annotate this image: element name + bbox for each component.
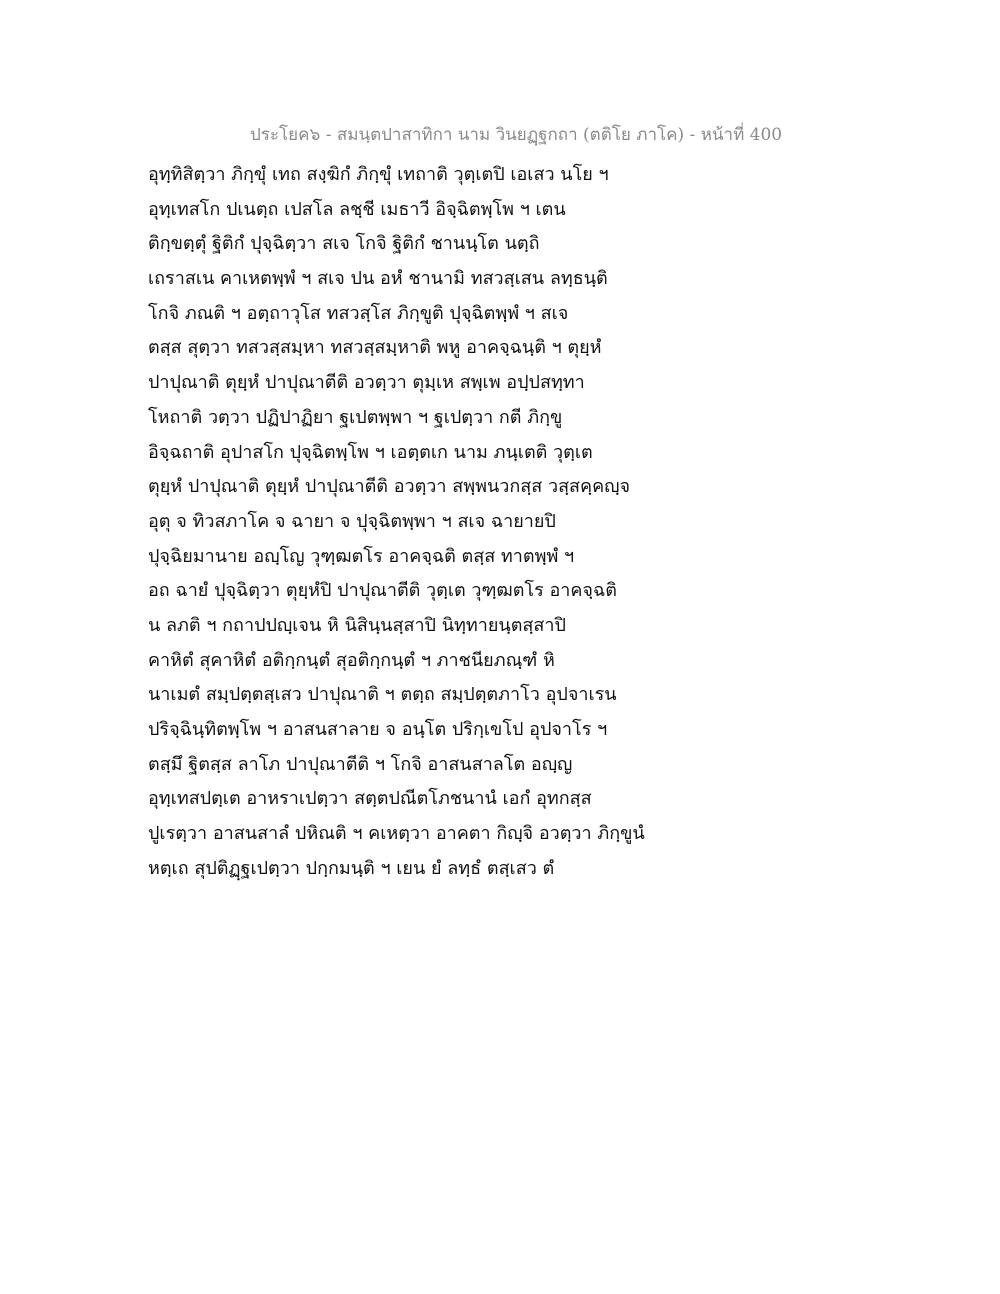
text-line: อิจฺฉถาติ อุปาสโก ปุจฺฉิตพฺโพ ฯ เอตฺตเก นาม ภนฺเตติ วุตฺเต xyxy=(148,441,593,463)
text-line: อุทฺเทสปตฺเต อาหราเปตฺวา สตฺตปณีตโภชนานํ เอกํ อุทกสฺส xyxy=(148,788,592,810)
page-header: ประโยค๖ - สมนฺตปาสาทิกา นาม วินยฏฺฐกถา (ตติโย ภาโค) - หน้าที่ 400 xyxy=(250,125,783,145)
text-line: อุทฺทิสิตฺวา ภิกฺขุํ เทถ สงฺฆิกํ ภิกฺขุํ เทถาติ วุตฺเตปิ เอเสว นโย ฯ xyxy=(148,164,609,185)
text-line: ตสฺส สุตฺวา ทสวสฺสมฺหา ทสวสฺสมฺหาติ พหู อาคจฺฉนฺติ ฯ ตุยฺหํ xyxy=(148,337,602,359)
body-text xyxy=(148,158,708,886)
text-line: ปาปุณาติ ตุยฺหํ ปาปุณาตีติ อวตฺวา ตุมฺเห สพฺเพ อปฺปสทฺทา xyxy=(148,372,585,394)
text-line: โกจิ ภณติ ฯ อตฺถาวุโส ทสวสฺโส ภิกฺขูติ ปุจฺฉิตพฺพํ ฯ สเจ xyxy=(148,302,569,324)
text-line: ปุจฺฉิยมานาย อญฺโญ วุฑฺฒตโร อาคจฺฉติ ตสฺส ทาตพฺพํ ฯ xyxy=(148,545,575,567)
text-line: โหถาติ วตฺวา ปฏิปาฏิยา ฐเปตพฺพา ฯ ฐเปตฺวา กตี ภิกฺขู xyxy=(148,406,563,428)
text-line: ตุยฺหํ ปาปุณาติ ตุยฺหํ ปาปุณาตีติ อวตฺวา สพฺพนวกสฺส วสฺสคฺคญฺจ xyxy=(148,476,631,498)
text-line: อถ ฉายํ ปุจฺฉิตฺวา ตุยฺหํปิ ปาปุณาตีติ วุตฺเต วุฑฺฒตโร อาคจฺฉติ xyxy=(148,580,617,602)
text-line: อุตุ จ ทิวสภาโค จ ฉายา จ ปุจฺฉิตพฺพา ฯ สเจ ฉายายปิ xyxy=(148,510,556,532)
text-line: ปริจฺฉินฺทิตพฺโพ ฯ อาสนสาลาย จ อนฺโต ปริกฺเขโป อุปจาโร ฯ xyxy=(148,719,608,740)
text-line: ตสฺมึ ฐิตสฺส ลาโภ ปาปุณาตีติ ฯ โกจิ อาสนสาลโต อญฺญ xyxy=(148,753,573,775)
text-line: เถราสเน คาเหตพฺพํ ฯ สเจ ปน อหํ ชานามิ ทสวสฺเสน ลทฺธนฺติ xyxy=(148,268,608,290)
text-line: นาเมตํ สมฺปตฺตสฺเสว ปาปุณาติ ฯ ตตฺถ สมฺปตฺตภาโว อุปจาเรน xyxy=(148,684,617,706)
text-line: หตฺเถ สุปติฏฺฐเปตฺวา ปกฺกมนฺติ ฯ เยน ยํ ลทฺธํ ตสฺเสว ตํ xyxy=(148,857,555,879)
text-line: อุทฺเทสโก ปเนตฺถ เปสโล ลชฺชี เมธาวี อิจฺฉิตพฺโพ ฯ เตน xyxy=(148,198,566,220)
text-line: ปูเรตฺวา อาสนสาลํ ปหิณติ ฯ คเหตฺวา อาคตา กิญฺจิ อวตฺวา ภิกฺขูนํ xyxy=(148,823,645,845)
text-line: คาหิตํ สุคาหิตํ อติกฺกนฺตํ สุอติกฺกนฺตํ ฯ ภาชนียภณฺฑํ หิ xyxy=(148,649,555,671)
text-line: น ลภติ ฯ กถาปปญฺเจน หิ นิสินฺนสฺสาปิ นิทฺทายนฺตสฺสาปิ xyxy=(148,614,566,636)
text-line: ติกฺขตฺตุํ ฐิติกํ ปุจฺฉิตฺวา สเจ โกจิ ฐิติกํ ชานนฺโต นตฺถิ xyxy=(148,233,540,255)
